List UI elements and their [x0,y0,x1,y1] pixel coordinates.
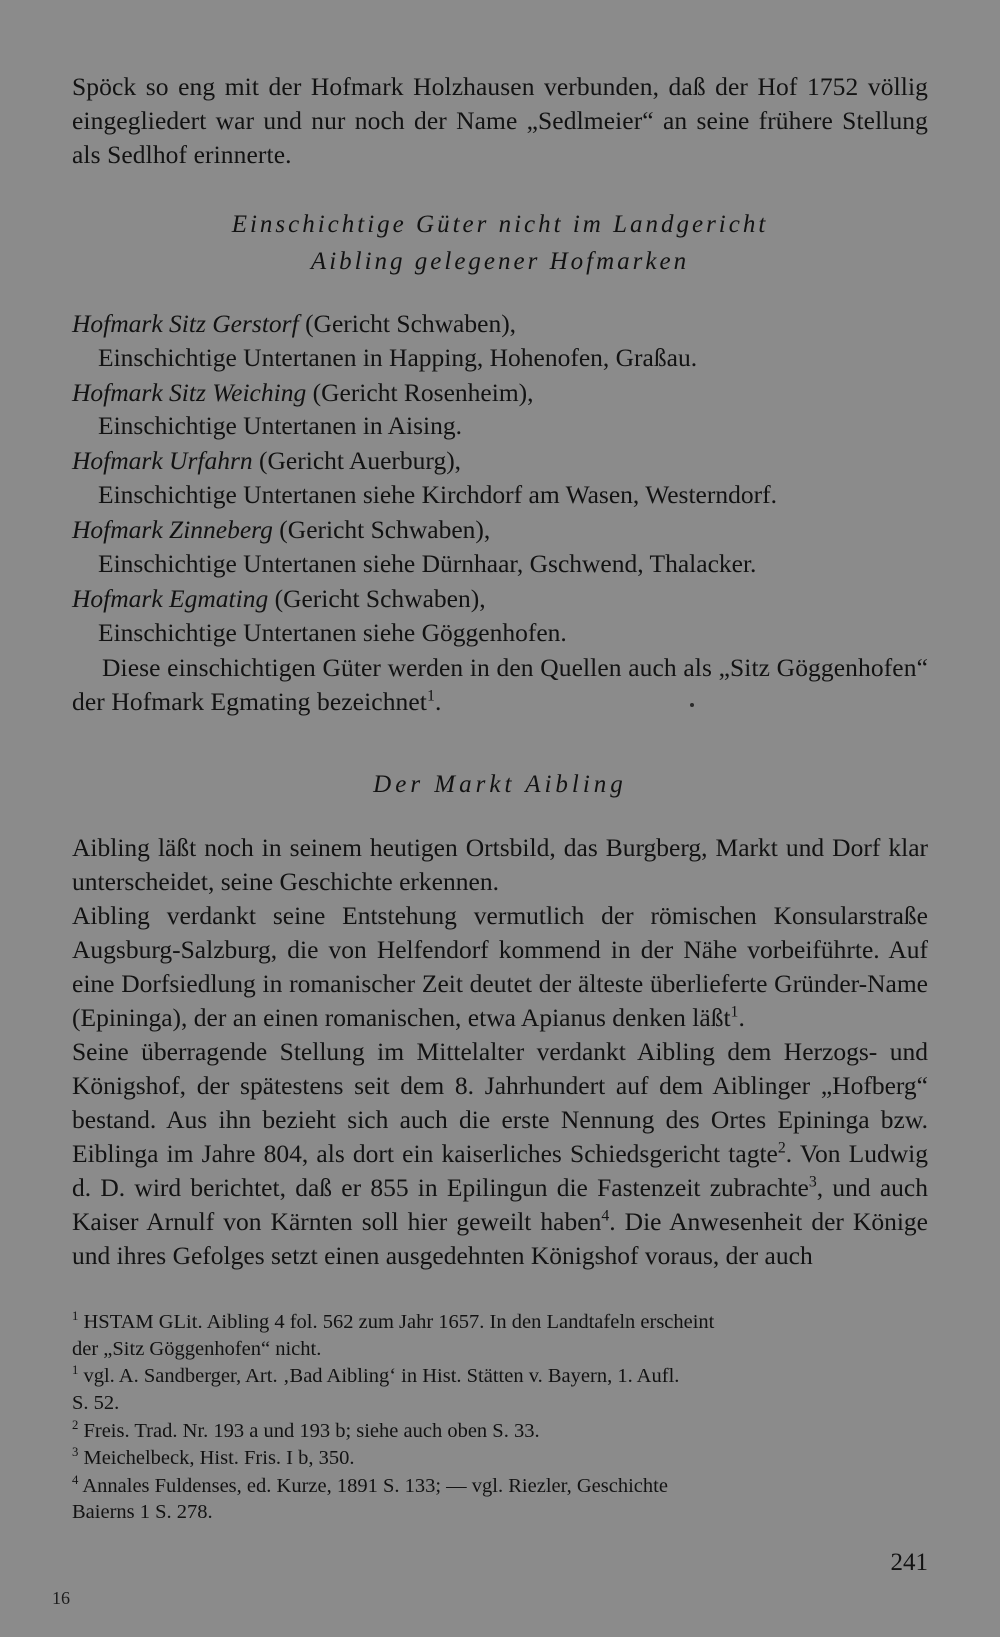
paragraph [72,831,928,899]
footnote-ref[interactable]: 3 [808,1173,817,1191]
paragraph [72,899,928,1035]
top-paragraph: Spöck so eng mit der Hofmark Holzhausen verbunden, daß der Hof 1752 völlig eingegliedert war und nur noch der Name „Sedlmeier“ an seine frühere Stellung als Sedlhof erinnerte. [72,72,928,169]
footnote-text: HSTAM GLit. Aibling 4 fol. 562 zum Jahr 1657. In den Landtafeln erscheint [83,1311,715,1333]
footnote-marker: 1 [72,1309,79,1324]
entry-subline: Einschichtige Untertanen in Happing, Hohenofen, Graßau. [98,342,698,372]
paragraph [72,1035,928,1273]
section-heading-markt-aibling: Der Markt Aibling [373,770,627,798]
entry-subline: Einschichtige Untertanen siehe Dürnhaar, Gschwend, Thalacker. [98,549,757,579]
list-item [72,376,928,444]
paragraph-text-tail: . [738,1002,745,1032]
footnote-text: Freis. Trad. Nr. 193 a und 193 b; siehe auch oben S. 33. [83,1419,540,1442]
heading-line-1: Einschichtige Güter nicht im Landgericht [231,210,769,238]
entry-subline: Einschichtige Untertanen siehe Göggenhofen. [98,617,567,647]
paragraph-text-tail-2: , und auch Kaiser Arnulf von Kärnten soll hier geweilt haben [72,1172,928,1236]
footnote-continuation: der „Sitz Göggenhofen“ nicht. [72,1337,322,1360]
entry-subline: Einschichtige Untertanen in Aising. [98,411,463,441]
entries-closing-end: . [435,686,442,716]
footnote-text: vgl. A. Sandberger, Art. ‚Bad Aibling‘ in Hist. Stätten v. Bayern, 1. Aufl. [83,1365,680,1388]
list-item [72,444,928,512]
footnote-ref[interactable]: 2 [777,1139,786,1157]
section-heading-hofmarken [72,206,928,281]
paragraph-text-tail-3: . Die Anwesenheit der Könige und ihres Gefolges setzt einen ausgedehnten Königshof voraus, der auch [72,1206,928,1270]
footnote-ref[interactable]: 4 [601,1207,610,1225]
stray-ink-dot [690,703,694,707]
paragraph-text: Seine überragende Stellung im Mittelalter verdankt Aibling dem Herzogs- und Königshof, der spätestens seit dem 8. Jahrhundert auf dem Aiblinger „Hofberg“ bestand. Aus ihn bezieht sich auch die erste Nennung des Ortes Epininga bzw. Eiblinga im Jahre 804, als dort ein kaiserliches Schiedsgericht tagte [72,1036,928,1168]
heading-line-2: Aibling gelegener Hofmarken [310,248,690,276]
footnote-ref[interactable]: 1 [730,1003,739,1021]
entry-court: (Gericht Schwaben), [268,583,486,613]
entry-court: (Gericht Rosenheim), [306,377,534,407]
paragraph-text-tail: . Von Ludwig d. D. wird berichtet, daß er 855 in Epilingun die Fastenzeit zubrachte [72,1138,928,1202]
entry-court: (Gericht Schwaben), [272,515,491,545]
entry-court: (Gericht Schwaben), [298,308,517,338]
body-text [72,831,928,1273]
entry-subline: Einschichtige Untertanen siehe Kirchdorf am Wasen, Westerndorf. [98,480,777,510]
list-item [72,513,928,581]
entry-title: Hofmark Egmating [72,583,269,613]
footnote [72,1418,928,1445]
footnote [72,1445,928,1472]
footnote-text: Meichelbeck, Hist. Fris. I b, 350. [83,1447,355,1470]
footnote-marker: 3 [72,1445,79,1460]
footnote [72,1363,928,1416]
signature-mark: 16 [52,1588,70,1608]
paragraph-text: Aibling läßt noch in seinem heutigen Ortsbild, das Burgberg, Markt und Dorf klar unterscheidet, seine Geschichte erkennen. [72,832,928,896]
entries-closing-paragraph [72,651,928,719]
entries-closing-text: Diese einschichtigen Güter werden in den Quellen auch als „Sitz Göggenhofen“ der Hofmark Egmating bezeichnet [72,652,928,716]
hofmark-entry-list [72,307,928,719]
list-item [72,582,928,650]
entry-title: Hofmark Sitz Gerstorf [72,308,299,338]
footnote-marker: 2 [72,1417,79,1432]
footnote-marker: 4 [72,1473,79,1488]
entry-title: Hofmark Sitz Weiching [72,377,307,407]
footnote-ref[interactable]: 1 [427,687,435,705]
entry-court: (Gericht Auerburg), [252,446,462,476]
footnote [72,1473,928,1526]
footnote-block [72,1309,928,1526]
entry-title: Hofmark Zinneberg [72,515,273,545]
footnote-text: Annales Fuldenses, ed. Kurze, 1891 S. 133; — vgl. Riezler, Geschichte [82,1474,668,1497]
entry-title: Hofmark Urfahrn [72,446,253,476]
footnote [72,1309,928,1362]
footnote-continuation: Baierns 1 S. 278. [72,1501,213,1524]
paragraph-text: Aibling verdankt seine Entstehung vermutlich der römischen Konsularstraße Augsburg-Salzburg, die von Helfendorf kommend in der Nähe vorbeiführte. Auf eine Dorfsiedlung in romanischer Zeit deutet der älteste überlieferte Gründer-Name (Epininga), der an einen romanischen, etwa Apianus denken läßt [72,900,928,1032]
list-item [72,307,928,375]
footnote-continuation: S. 52. [72,1391,120,1414]
footnote-marker: 1 [72,1363,79,1378]
page-number: 241 [890,1549,928,1576]
